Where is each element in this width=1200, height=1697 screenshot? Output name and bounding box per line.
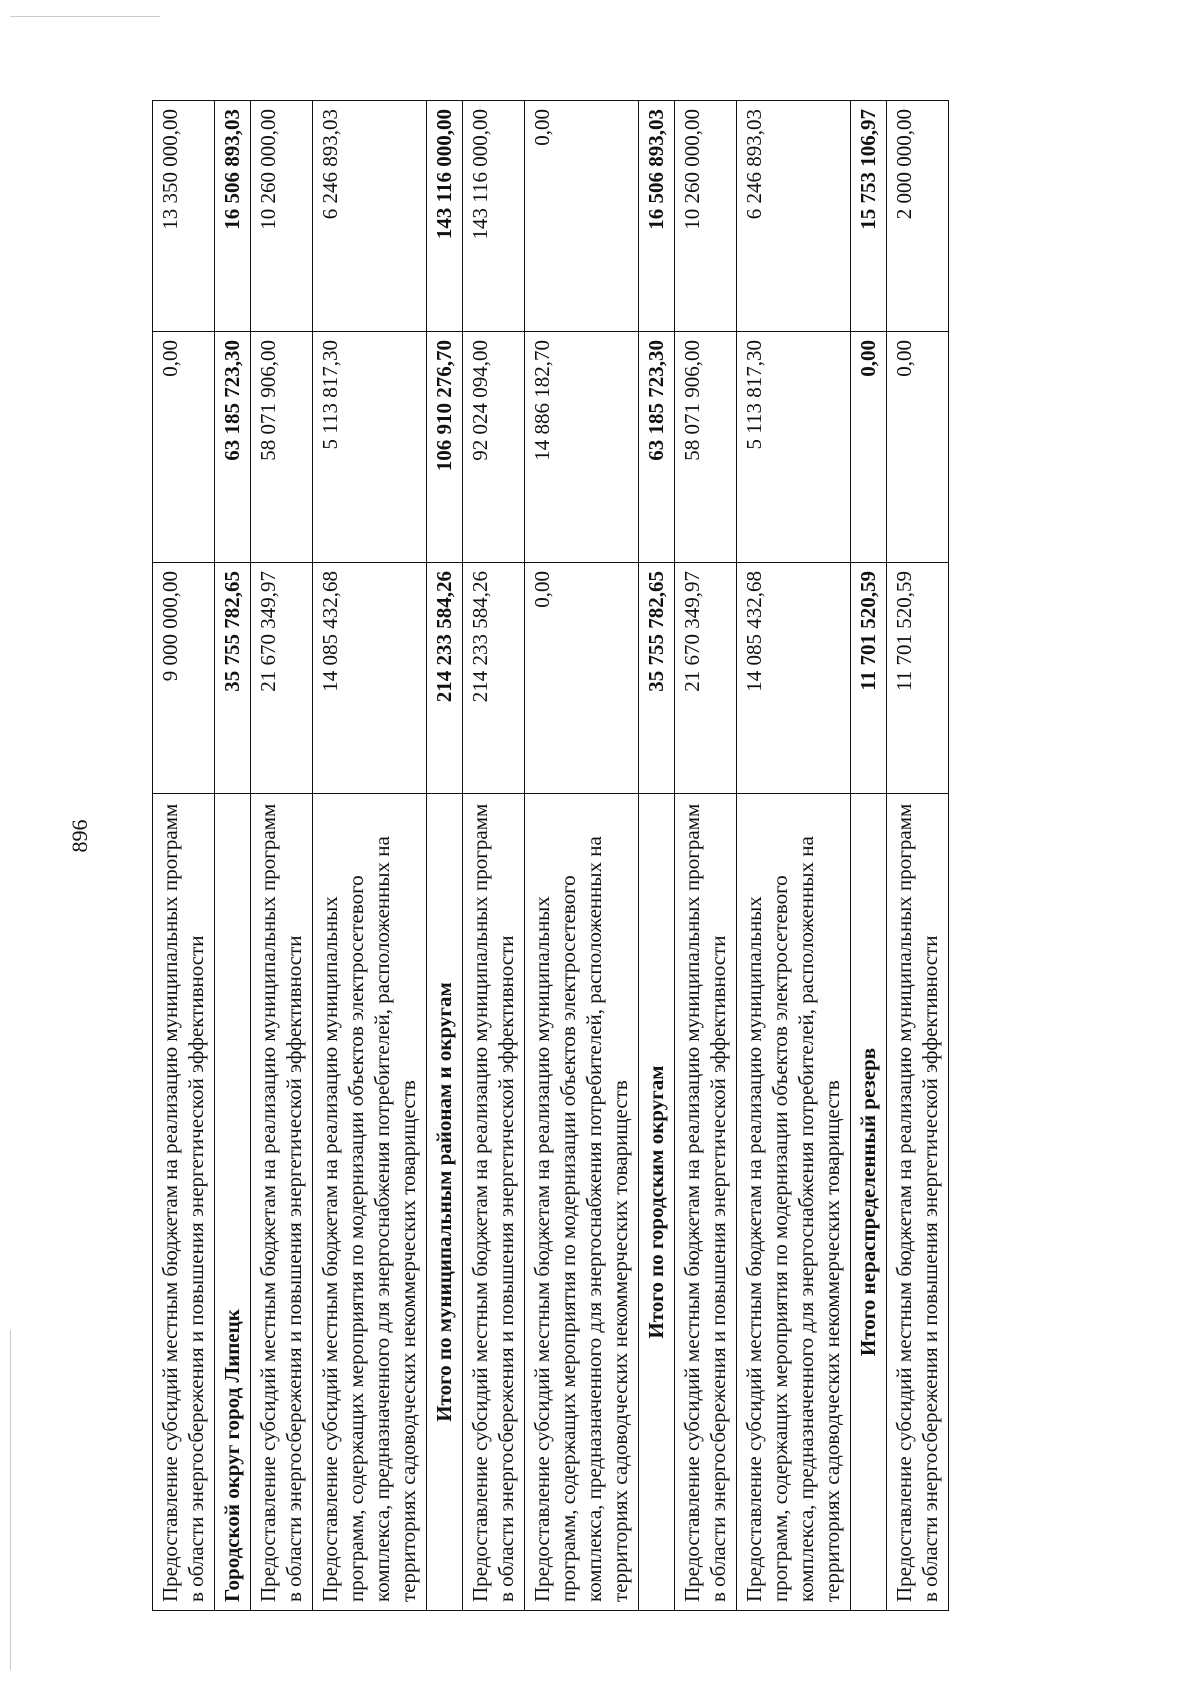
amount-cell-3: 0,00	[525, 101, 639, 332]
table-row	[313, 101, 427, 1611]
row-description: Предоставление субсидий местным бюджетам на реализацию муниципальных программ в области энергосбережения и повышения энергетической эффективности	[675, 794, 737, 1611]
amount-cell-3: 13 350 000,00	[153, 101, 215, 332]
subtotal-row	[427, 101, 463, 1611]
amount-cell-2: 5 113 817,30	[313, 332, 427, 563]
amount-cell-3: 10 260 000,00	[675, 101, 737, 332]
budget-table	[152, 100, 949, 1611]
amount-cell-3: 2 000 000,00	[887, 101, 949, 332]
amount-cell-2: 92 024 094,00	[463, 332, 525, 563]
scan-edge-mark	[10, 16, 160, 17]
row-description: Итого по городским округам	[639, 794, 675, 1611]
amount-cell-3: 10 260 000,00	[251, 101, 313, 332]
amount-cell-1: 11 701 520,59	[851, 563, 887, 794]
amount-cell-2: 63 185 723,30	[215, 332, 251, 563]
amount-cell-1: 14 085 432,68	[737, 563, 851, 794]
table-row	[525, 101, 639, 1611]
amount-cell-2: 0,00	[153, 332, 215, 563]
subtotal-row	[215, 101, 251, 1611]
amount-cell-2: 106 910 276,70	[427, 332, 463, 563]
amount-cell-3: 6 246 893,03	[313, 101, 427, 332]
row-description: Предоставление субсидий местным бюджетам на реализацию муниципальных программ, содержащих мероприятия по модернизации объектов электросетевого комплекса, предназначенного для энергоснабжения потребителей, расположенных на территориях садоводческих некоммерческих товариществ	[313, 794, 427, 1611]
amount-cell-2: 14 886 182,70	[525, 332, 639, 563]
amount-cell-2: 63 185 723,30	[639, 332, 675, 563]
page-number: 896	[67, 819, 92, 853]
rotated-table-container	[152, 100, 1041, 1611]
amount-cell-3: 6 246 893,03	[737, 101, 851, 332]
amount-cell-2: 5 113 817,30	[737, 332, 851, 563]
budget-table-body	[153, 101, 949, 1611]
table-row	[737, 101, 851, 1611]
table-row	[251, 101, 313, 1611]
amount-cell-3: 16 506 893,03	[215, 101, 251, 332]
table-row	[153, 101, 215, 1611]
subtotal-row	[639, 101, 675, 1611]
amount-cell-2: 58 071 906,00	[675, 332, 737, 563]
amount-cell-1: 21 670 349,97	[675, 563, 737, 794]
table-row	[887, 101, 949, 1611]
amount-cell-3: 15 753 106,97	[851, 101, 887, 332]
amount-cell-2: 0,00	[851, 332, 887, 563]
row-description: Предоставление субсидий местным бюджетам на реализацию муниципальных программ в области энергосбережения и повышения энергетической эффективности	[463, 794, 525, 1611]
row-description: Предоставление субсидий местным бюджетам на реализацию муниципальных программ в области энергосбережения и повышения энергетической эффективности	[153, 794, 215, 1611]
amount-cell-1: 21 670 349,97	[251, 563, 313, 794]
amount-cell-1: 0,00	[525, 563, 639, 794]
amount-cell-1: 14 085 432,68	[313, 563, 427, 794]
amount-cell-1: 35 755 782,65	[639, 563, 675, 794]
table-row	[463, 101, 525, 1611]
amount-cell-2: 58 071 906,00	[251, 332, 313, 563]
row-description: Итого по муниципальным районам и округам	[427, 794, 463, 1611]
amount-cell-1: 214 233 584,26	[427, 563, 463, 794]
row-description: Городской округ город Липецк	[215, 794, 251, 1611]
amount-cell-3: 143 116 000,00	[427, 101, 463, 332]
amount-cell-1: 35 755 782,65	[215, 563, 251, 794]
subtotal-row	[851, 101, 887, 1611]
amount-cell-1: 11 701 520,59	[887, 563, 949, 794]
row-description: Предоставление субсидий местным бюджетам на реализацию муниципальных программ в области энергосбережения и повышения энергетической эффективности	[251, 794, 313, 1611]
row-description: Предоставление субсидий местным бюджетам на реализацию муниципальных программ в области энергосбережения и повышения энергетической эффективности	[887, 794, 949, 1611]
row-description: Предоставление субсидий местным бюджетам на реализацию муниципальных программ, содержащих мероприятия по модернизации объектов электросетевого комплекса, предназначенного для энергоснабжения потребителей, расположенных на территориях садоводческих некоммерческих товариществ	[737, 794, 851, 1611]
amount-cell-1: 9 000 000,00	[153, 563, 215, 794]
scan-edge-mark	[10, 1330, 11, 1670]
table-row	[675, 101, 737, 1611]
amount-cell-3: 16 506 893,03	[639, 101, 675, 332]
amount-cell-2: 0,00	[887, 332, 949, 563]
row-description: Предоставление субсидий местным бюджетам на реализацию муниципальных программ, содержащих мероприятия по модернизации объектов электросетевого комплекса, предназначенного для энергоснабжения потребителей, расположенных на территориях садоводческих некоммерческих товариществ	[525, 794, 639, 1611]
amount-cell-3: 143 116 000,00	[463, 101, 525, 332]
row-description: Итого нераспределенный резерв	[851, 794, 887, 1611]
amount-cell-1: 214 233 584,26	[463, 563, 525, 794]
